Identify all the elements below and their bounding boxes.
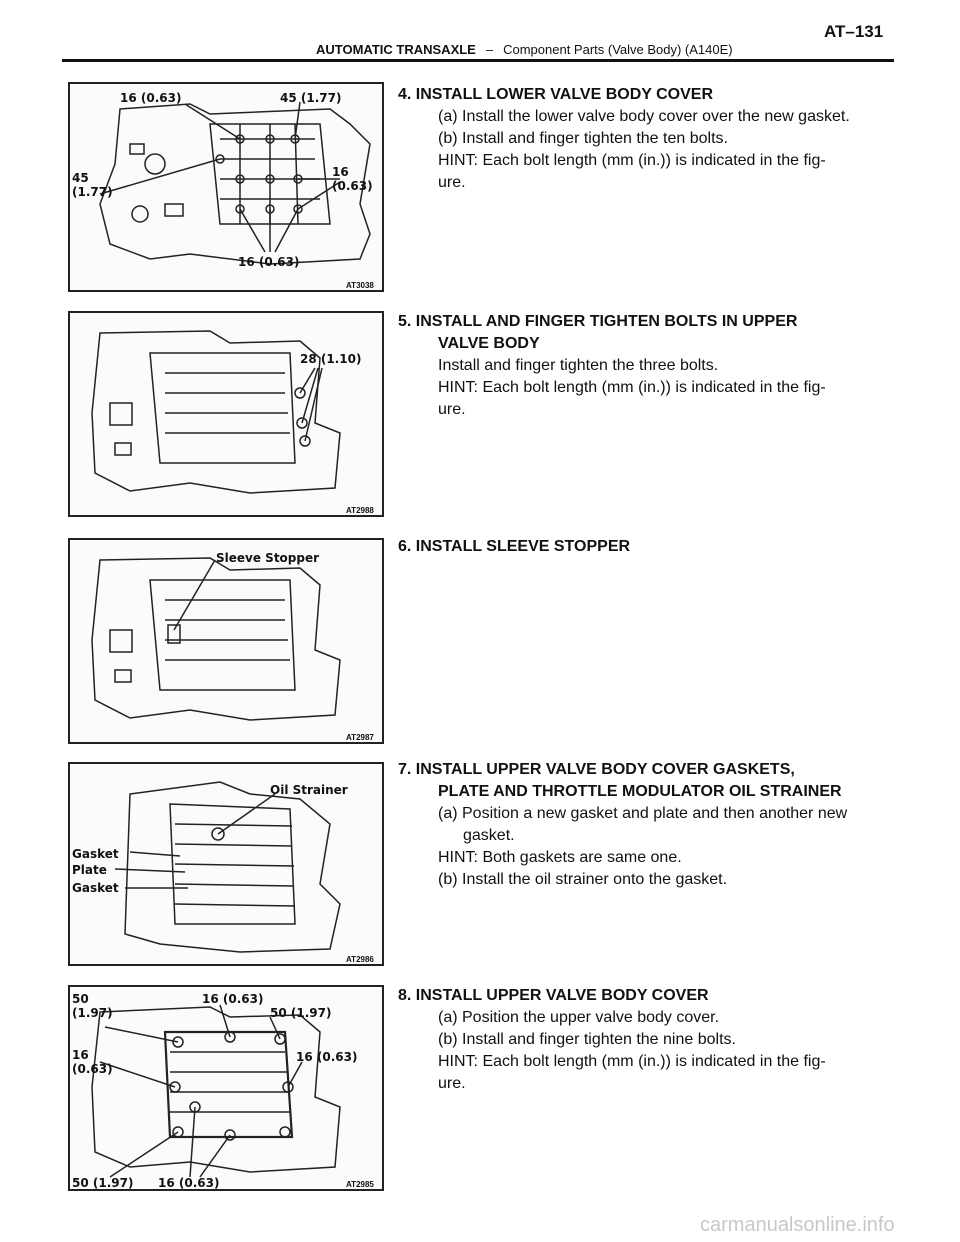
step-title-continued: PLATE AND THROTTLE MODULATOR OIL STRAINER <box>438 783 842 800</box>
callout-label: 16 (0.63) <box>238 255 300 269</box>
callout-label: (1.77) <box>72 185 113 199</box>
callout-label: (0.63) <box>332 179 373 193</box>
callout-label: Gasket <box>72 847 119 861</box>
figure-lower-valve-body-cover <box>68 82 384 292</box>
step-title: 8. INSTALL UPPER VALVE BODY COVER <box>398 987 709 1004</box>
step-line: (b) Install the oil strainer onto the gasket. <box>438 871 728 888</box>
header-dash: – <box>485 42 494 57</box>
step-line: gasket. <box>463 827 515 844</box>
step-line: ure. <box>438 174 466 191</box>
step-title: 6. INSTALL SLEEVE STOPPER <box>398 538 631 555</box>
step-line: HINT: Both gaskets are same one. <box>438 849 682 866</box>
step-line: (a) Install the lower valve body cover over the new gasket. <box>438 108 850 125</box>
step-title <box>398 311 878 355</box>
callout-label: 50 (1.97) <box>270 1006 332 1020</box>
callout-label: 50 <box>72 992 89 1006</box>
callout-label: (0.63) <box>72 1062 113 1076</box>
callout-label: (1.97) <box>72 1006 113 1020</box>
figure-code: AT2987 <box>346 733 374 742</box>
figure-code: AT2986 <box>346 955 374 964</box>
step-title-main: 7. INSTALL UPPER VALVE BODY COVER GASKETS, <box>398 761 795 778</box>
callout-label: 45 (1.77) <box>280 91 342 105</box>
header-rule <box>62 59 894 62</box>
section-subtitle: Component Parts (Valve Body) (A140E) <box>503 42 733 57</box>
step-line: (b) Install and finger tighten the ten bolts. <box>438 130 728 147</box>
callout-label: 16 <box>72 1048 89 1062</box>
step-line: HINT: Each bolt length (mm (in.)) is indicated in the fig- <box>438 1053 826 1070</box>
callout-label: Plate <box>72 863 107 877</box>
step-line: (a) Position a new gasket and plate and then another new <box>438 805 848 822</box>
page-header <box>316 42 733 57</box>
figure-upper-valve-body-bolts <box>68 311 384 517</box>
step-4 <box>398 84 878 194</box>
callout-label: 28 (1.10) <box>300 352 362 366</box>
step-line: HINT: Each bolt length (mm (in.)) is indicated in the fig- <box>438 152 826 169</box>
valve-body-illustration <box>70 764 384 966</box>
figure-sleeve-stopper <box>68 538 384 744</box>
callout-label: 45 <box>72 171 89 185</box>
step-8 <box>398 985 878 1095</box>
figure-gaskets-plate-strainer <box>68 762 384 966</box>
step-line: (a) Position the upper valve body cover. <box>438 1009 720 1026</box>
figure-code: AT2988 <box>346 506 374 515</box>
figure-upper-valve-body-cover <box>68 985 384 1191</box>
step-line: ure. <box>438 1075 466 1092</box>
step-title: 4. INSTALL LOWER VALVE BODY COVER <box>398 86 713 103</box>
step-5 <box>398 311 878 421</box>
step-7 <box>398 759 878 891</box>
step-line: Install and finger tighten the three bolts. <box>438 357 719 374</box>
valve-body-illustration <box>70 84 384 292</box>
figure-code: AT2985 <box>346 1180 374 1189</box>
callout-label: 16 <box>332 165 349 179</box>
step-line: (b) Install and finger tighten the nine bolts. <box>438 1031 736 1048</box>
watermark: carmanualsonline.info <box>700 1214 895 1236</box>
callout-label: 16 (0.63) <box>120 91 182 105</box>
step-title-continued: VALVE BODY <box>438 335 540 352</box>
page-number: AT–131 <box>824 22 884 41</box>
step-title <box>398 759 878 803</box>
callout-label: 16 (0.63) <box>158 1176 220 1190</box>
callout-label: Gasket <box>72 881 119 895</box>
valve-body-illustration <box>70 987 384 1191</box>
step-title-main: 5. INSTALL AND FINGER TIGHTEN BOLTS IN UPPER <box>398 313 798 330</box>
valve-body-illustration <box>70 313 384 517</box>
step-line: HINT: Each bolt length (mm (in.)) is indicated in the fig- <box>438 379 826 396</box>
callout-label: 50 (1.97) <box>72 1176 134 1190</box>
step-6 <box>398 536 878 558</box>
section-name: AUTOMATIC TRANSAXLE <box>316 42 476 57</box>
callout-label: Oil Strainer <box>270 783 348 797</box>
callout-label: 16 (0.63) <box>202 992 264 1006</box>
callout-label: 16 (0.63) <box>296 1050 358 1064</box>
valve-body-illustration <box>70 540 384 744</box>
step-line: ure. <box>438 401 466 418</box>
figure-code: AT3038 <box>346 281 374 290</box>
callout-label: Sleeve Stopper <box>216 551 320 565</box>
